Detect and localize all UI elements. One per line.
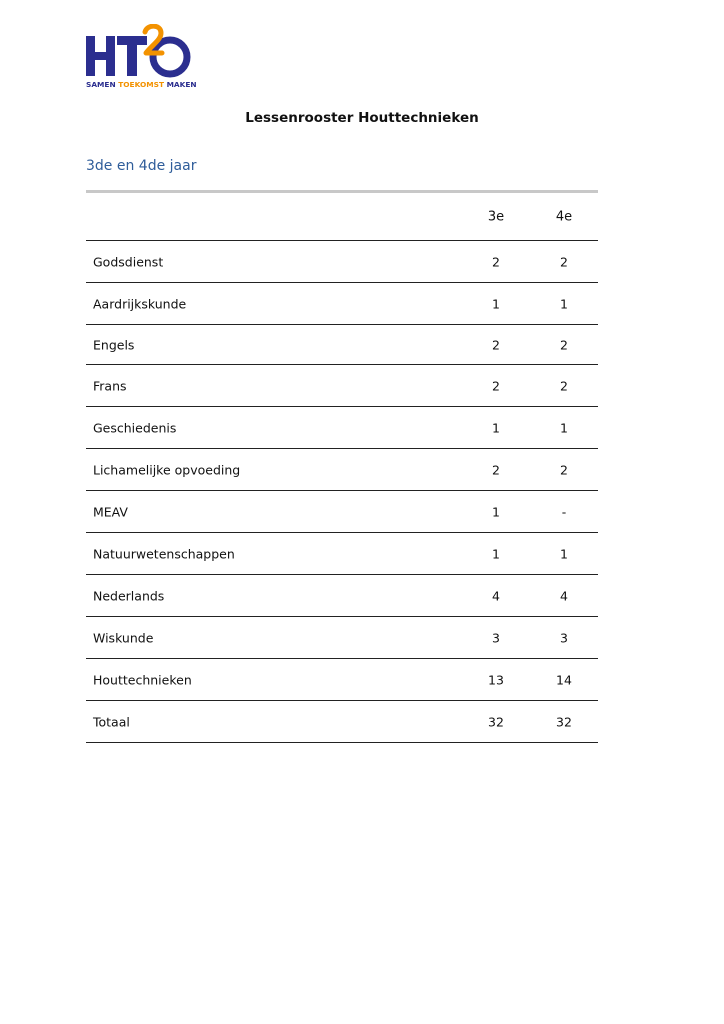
row-4e: 2 <box>560 462 568 477</box>
table-row <box>86 575 598 617</box>
row-subject: Godsdienst <box>93 254 164 269</box>
row-4e: - <box>561 504 567 519</box>
row-subject: Nederlands <box>93 588 165 603</box>
header-4e: 4e <box>555 209 573 224</box>
row-subject: Totaal <box>93 714 130 729</box>
row-subject: Wiskunde <box>93 630 154 645</box>
row-3e: 2 <box>492 378 500 393</box>
row-subject: Engels <box>93 337 135 352</box>
row-3e: 2 <box>492 462 500 477</box>
table-row <box>86 533 598 575</box>
row-4e: 2 <box>560 337 568 352</box>
table-row <box>86 617 598 659</box>
row-subject: Lichamelijke opvoeding <box>93 462 241 477</box>
table-header-row <box>86 193 598 241</box>
row-3e: 3 <box>492 630 500 645</box>
row-3e: 32 <box>488 714 504 729</box>
table-row <box>86 407 598 449</box>
table-row <box>86 491 598 533</box>
row-subject: Frans <box>93 378 127 393</box>
row-3e: 1 <box>492 420 500 435</box>
row-4e: 4 <box>560 588 568 603</box>
row-3e: 1 <box>492 296 500 311</box>
row-4e: 32 <box>556 714 572 729</box>
row-subject: Geschiedenis <box>93 420 177 435</box>
tagline-maken: MAKEN <box>166 80 197 89</box>
document-title: Lessenrooster Houttechnieken <box>245 110 479 126</box>
table-row-total <box>86 701 598 743</box>
row-4e: 3 <box>560 630 568 645</box>
row-subject: MEAV <box>93 504 128 519</box>
row-3e: 2 <box>492 337 500 352</box>
row-subject: Houttechnieken <box>93 672 192 687</box>
row-subject: Aardrijkskunde <box>93 296 187 311</box>
tagline-toekomst: TOEKOMST <box>118 80 164 89</box>
table-row <box>86 365 598 407</box>
section-heading: 3de en 4de jaar <box>86 158 197 174</box>
row-3e: 4 <box>492 588 500 603</box>
tagline-samen: SAMEN <box>86 80 116 89</box>
row-4e: 2 <box>560 254 568 269</box>
row-4e: 14 <box>556 672 572 687</box>
row-4e: 2 <box>560 378 568 393</box>
schedule-table <box>86 190 598 743</box>
row-4e: 1 <box>560 420 568 435</box>
table-row <box>86 659 598 701</box>
table-row <box>86 325 598 365</box>
logo-tagline <box>86 80 197 89</box>
row-3e: 1 <box>492 546 500 561</box>
row-3e: 1 <box>492 504 500 519</box>
row-3e: 2 <box>492 254 500 269</box>
header-3e: 3e <box>487 209 505 224</box>
row-4e: 1 <box>560 546 568 561</box>
table-row <box>86 449 598 491</box>
table-row <box>86 283 598 325</box>
row-subject: Natuurwetenschappen <box>93 546 235 561</box>
ht2o-logo-mark <box>86 24 196 84</box>
row-3e: 13 <box>488 672 504 687</box>
row-4e: 1 <box>560 296 568 311</box>
table-row <box>86 241 598 283</box>
